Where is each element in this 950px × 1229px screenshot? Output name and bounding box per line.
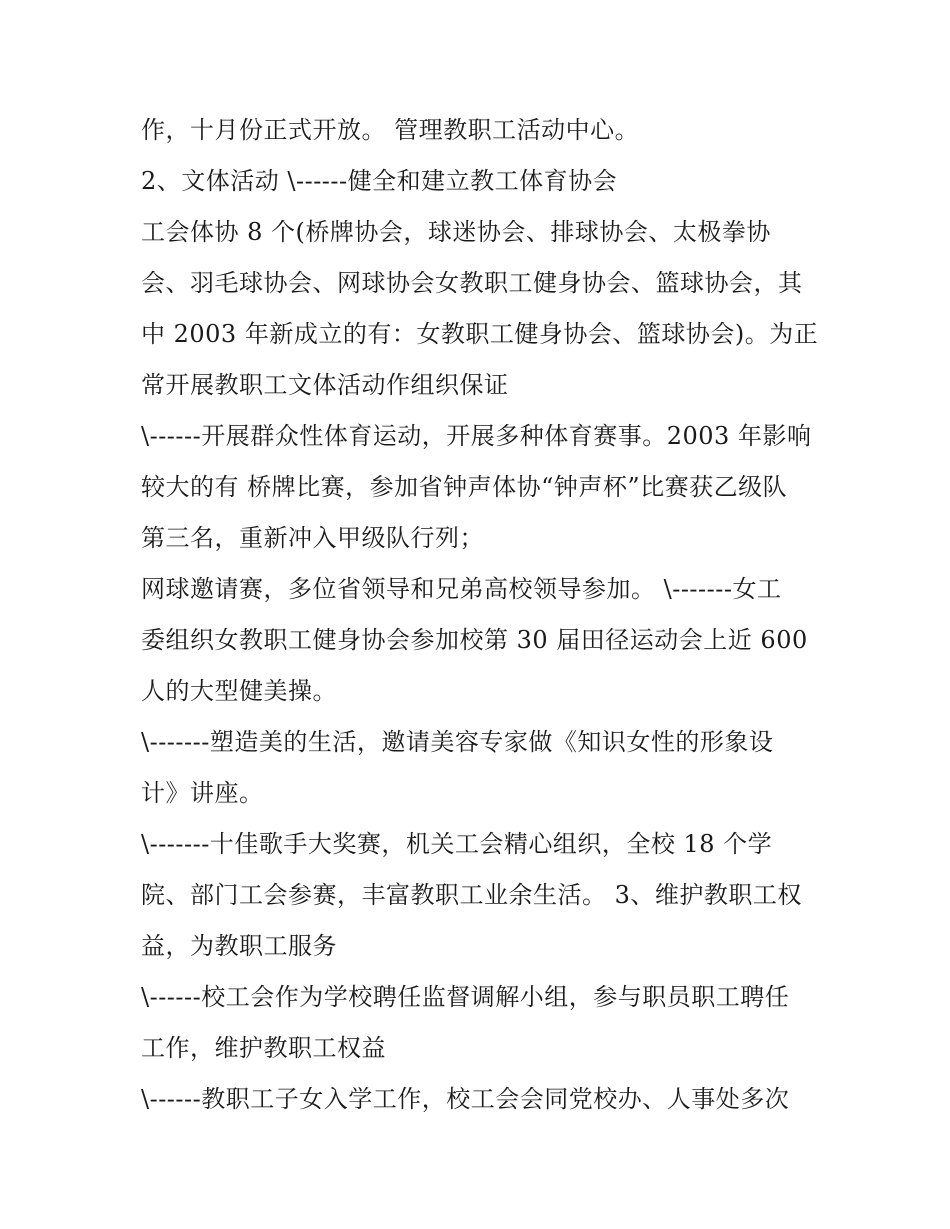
text-line: 中 2003 年新成立的有：女教职工健身协会、篮球协会)。为正 [141,320,819,348]
text-line: 计》讲座。 [141,779,264,807]
text-line: 较大的有 桥牌比赛，参加省钟声体协“钟声杯”比赛获乙级队 [141,473,788,501]
text-line: 工作，维护教职工权益 [141,1034,386,1062]
text-line: \------校工会作为学校聘任监督调解小组，参与职员职工聘任 [141,983,790,1011]
text-line: 网球邀请赛，多位省领导和兄弟高校领导参加。 \-------女工 [141,575,782,603]
text-line: 工会体协 8 个(桥牌协会，球迷协会、排球协会、太极拳协 [141,218,771,246]
text-line: 委组织女教职工健身协会参加校第 30 届田径运动会上近 600 [141,626,808,654]
text-line: 作，十月份正式开放。 管理教职工活动中心。 [141,116,640,144]
text-line: \------教职工子女入学工作，校工会会同党校办、人事处多次 [141,1085,790,1113]
text-line: 第三名，重新冲入甲级队行列； [141,524,484,552]
text-line: \------开展群众性体育运动，开展多种体育赛事。2003 年影响 [141,422,812,450]
text-line: \-------塑造美的生活，邀请美容专家做《知识女性的形象设 [141,728,774,756]
text-line: 会、羽毛球协会、网球协会女教职工健身协会、篮球协会，其 [141,269,803,297]
text-line: \-------十佳歌手大奖赛，机关工会精心组织，全校 18 个学 [141,830,773,858]
text-line: 2、文体活动 \------健全和建立教工体育协会 [141,167,618,195]
text-line: 人的大型健美操。 [141,677,337,705]
text-line: 常开展教职工文体活动作组织保证 [141,371,509,399]
text-line: 益，为教职工服务 [141,932,337,960]
text-line: 院、部门工会参赛，丰富教职工业余生活。 3、维护教职工权 [141,881,802,909]
